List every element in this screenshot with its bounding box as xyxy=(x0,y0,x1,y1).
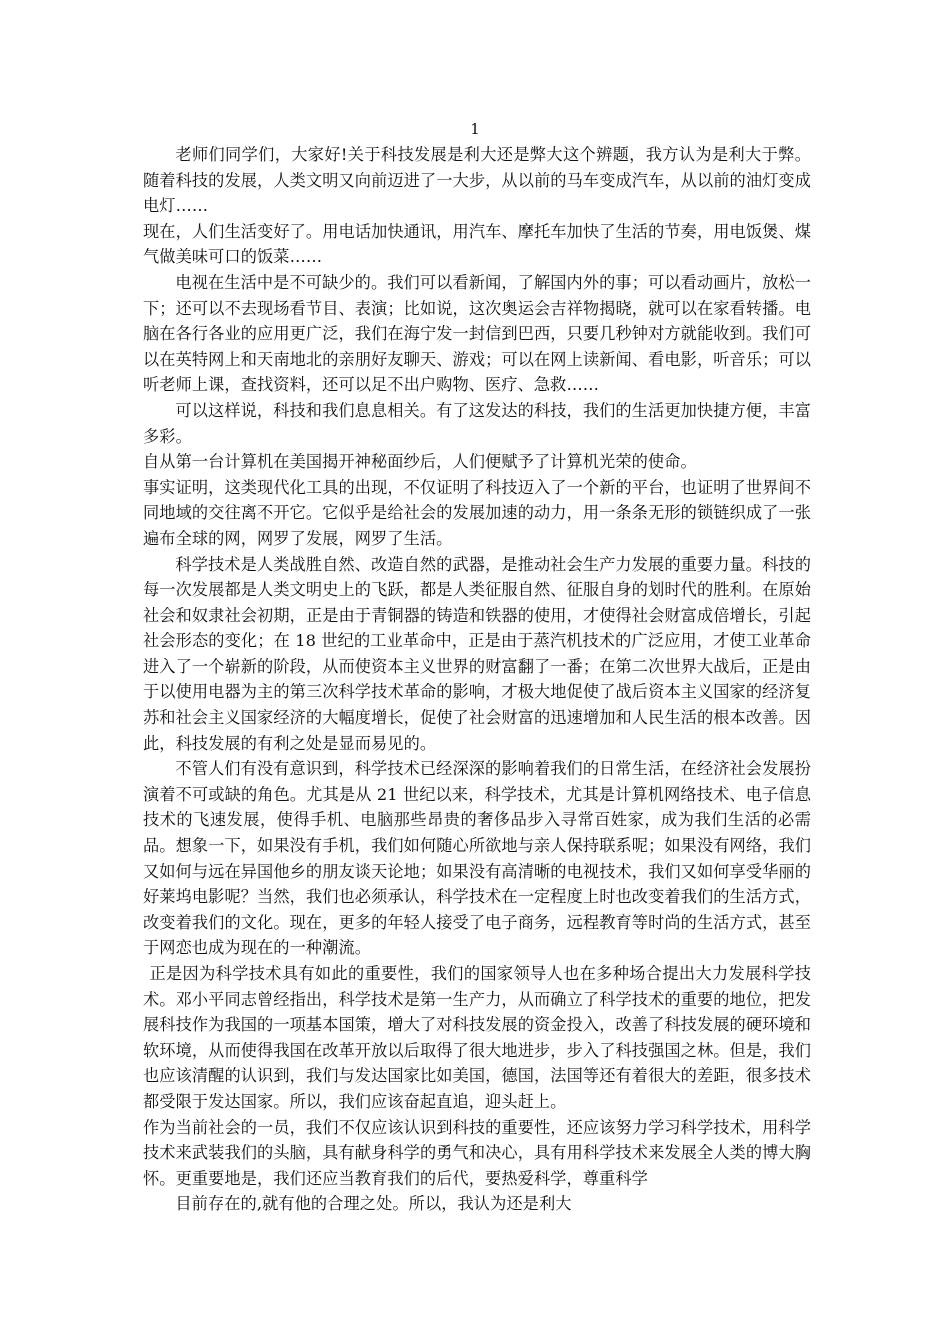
paragraph-life-improved: 现在，人们生活变好了。用电话加快通讯，用汽车、摩托车加快了生活的节奏，用电饭煲、煤气做美味可口的饭菜…… xyxy=(143,221,811,267)
paragraph-science-weapon: 科学技术是人类战胜自然、改造自然的武器，是推动社会生产力发展的重要力量。科技的每一次发展都是人类文明史上的飞跃，都是人类征服自然、征服自身的划时代的胜利。在原始社会和奴隶社会初期，正是由于青铜器的铸造和铁器的使用，才使得社会财富成倍增长，引起社会形态的变化；在 18 世纪的工业革命中，正是由于蒸汽机技术的广泛应用，才使工业革命进入了一个崭新的阶段，从而使资本主义世界的财富翻了一番；在第二次世界大战后，正是由于以使用电器为主的第三次科学技术革命的影响，才极大地促使了战后资本主义国家的经济复苏和社会主义国家经济的大幅度增长，促使了社会财富的迅速增加和人民生活的根本改善。因此，科技发展的有利之处是显而易见的。 xyxy=(143,554,811,753)
paragraph-conclusion: 目前存在的,就有他的合理之处。所以，我认为还是利大 xyxy=(175,1194,572,1214)
paragraph-as-members: 作为当前社会的一员，我们不仅应该认识到科技的重要性，还应该努力学习科学技术，用科学技术来武装我们的头脑，具有献身科学的勇气和决心，具有用科学技术来发展全人类的博大胸怀。更重要地是，我们还应当教育我们的后代，要热爱科学，尊重科学 xyxy=(143,1117,811,1188)
document-body xyxy=(143,142,811,1217)
page-number: 1 xyxy=(470,120,480,138)
paragraph-daily-life: 不管人们有没有意识到，科学技术已经深深的影响着我们的日常生活，在经济社会发展扮演着不可或缺的角色。尤其是从 21 世纪以来，科学技术，尤其是计算机网络技术、电子信息技术的飞速发展，使得手机、电脑那些昂贵的奢侈品步入寻常百姓家，成为我们生活的必需品。想象一下，如果没有手机，我们如何随心所欲地与亲人保持联系呢；如果没有网络，我们又如何与远在异国他乡的朋友谈天论地；如果没有高清晰的电视技术，我们又如何享受华丽的好莱坞电影呢？当然，我们也必须承认，科学技术在一定程度上时也改变着我们的生活方式，改变着我们的文化。现在，更多的年轻人接受了电子商务，远程教育等时尚的生活方式，甚至于网恋也成为现在的一种潮流。 xyxy=(143,759,811,958)
paragraph-national-policy: 正是因为科学技术具有如此的重要性，我们的国家领导人也在多种场合提出大力发展科学技术。邓小平同志曾经指出，科学技术是第一生产力，从而确立了科学技术的重要的地位，把发展科技作为我国的一项基本国策，增大了对科技发展的资金投入，改善了科技发展的硬环境和软环境，从而使得我国在改革开放以后取得了很大地进步，步入了科技强国之林。但是，我们也应该清醒的认识到，我们与发达国家比如美国，德国，法国等还有着很大的差距，很多技术都受限于发达国家。所以，我们应该奋起直追，迎头赶上。 xyxy=(143,964,811,1111)
paragraph-opening: 老师们同学们，大家好!关于科技发展是利大还是弊大这个辨题，我方认为是利大于弊。随着科技的发展，人类文明又向前迈进了一大步，从以前的马车变成汽车，从以前的油灯变成电灯…… xyxy=(143,145,811,216)
paragraph-tv-computer: 电视在生活中是不可缺少的。我们可以看新闻，了解国内外的事；可以看动画片，放松一下；还可以不去现场看节目、表演；比如说，这次奥运会吉祥物揭晓，就可以在家看转播。电脑在各行各业的应用更广泛，我们在海宁发一封信到巴西，只要几秒钟对方就能收到。我们可以在英特网上和天南地北的亲朋好友聊天、游戏；可以在网上读新闻、看电影，听音乐；可以听老师上课，查找资料，还可以足不出户购物、医疗、急救…… xyxy=(143,272,811,395)
paragraph-facts-prove: 事实证明，这类现代化工具的出现，不仅证明了科技迈入了一个新的平台，也证明了世界间不同地域的交往离不开它。它似乎是给社会的发展加速的动力，用一条条无形的锁链织成了一张遍布全球的网，网罗了发展，网罗了生活。 xyxy=(143,477,811,548)
paragraph-closely-related: 可以这样说，科技和我们息息相关。有了这发达的科技，我们的生活更加快捷方便，丰富多彩。 xyxy=(143,400,811,446)
paragraph-first-computer: 自从第一台计算机在美国揭开神秘面纱后，人们便赋予了计算机光荣的使命。 xyxy=(143,452,697,472)
